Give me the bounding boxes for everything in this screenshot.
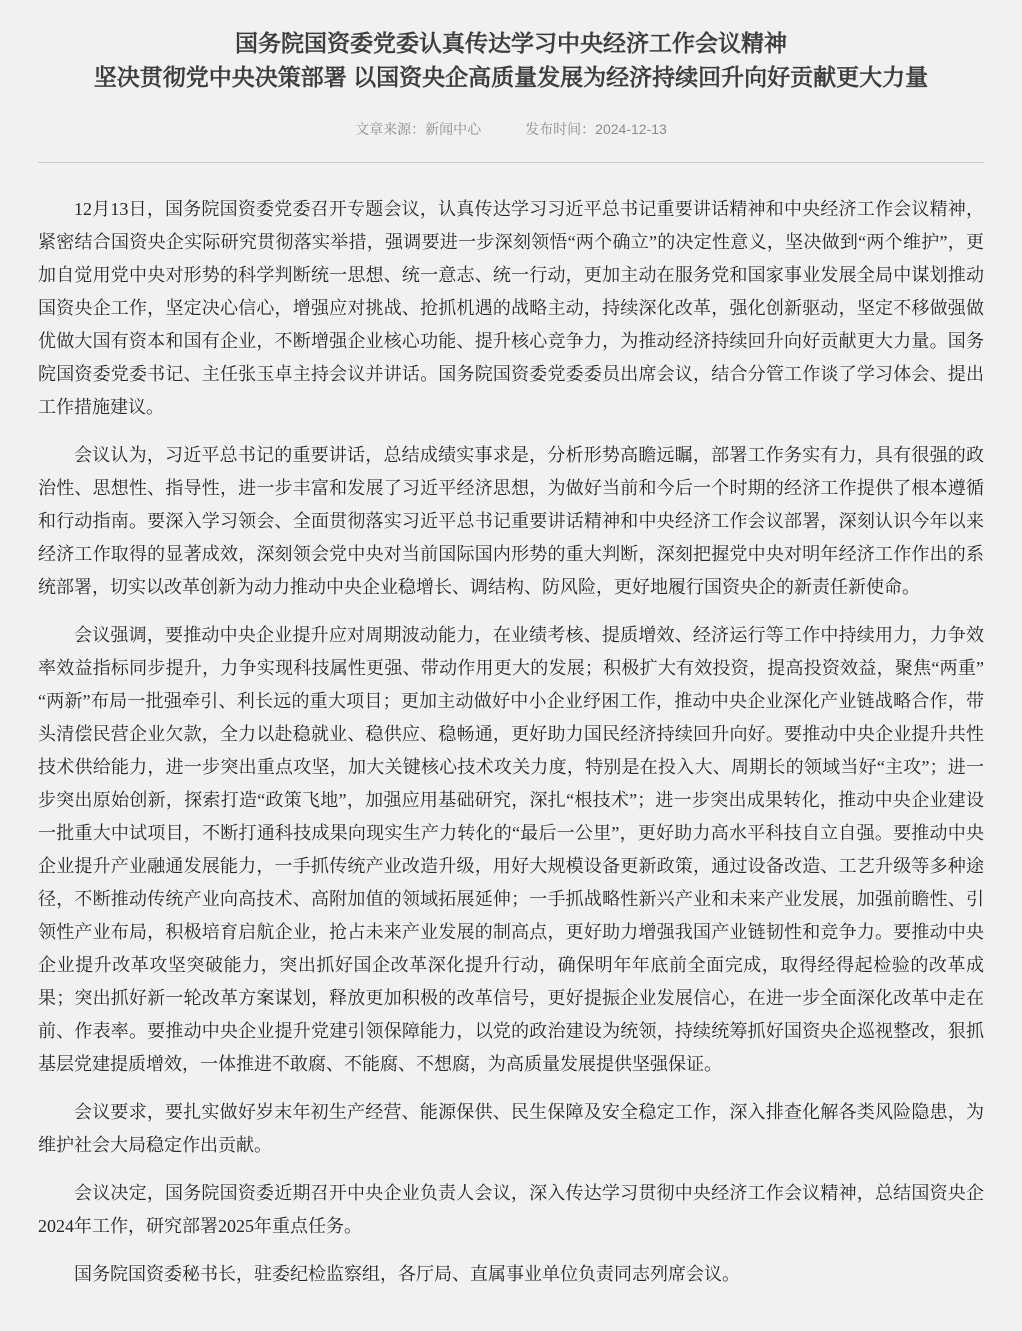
article-publish-time: 发布时间：2024-12-13 <box>525 121 667 137</box>
article-source: 文章来源：新闻中心 <box>355 121 482 137</box>
article-paragraph-1: 12月13日，国务院国资委党委召开专题会议，认真传达学习习近平总书记重要讲话精神和中央经济工作会议精神，紧密结合国资央企实际研究贯彻落实举措，强调要进一步深刻领悟“两个确立”的决定性意义，坚决做到“两个维护”，更加自觉用党中央对形势的科学判断统一思想、统一意志、统一行动，更加主动在服务党和国家事业发展全局中谋划推动国资央企工作，坚定决心信心，增强应对挑战、抢抓机遇的战略主动，持续深化改革，强化创新驱动，坚定不移做强做优做大国有资本和国有企业，不断增强企业核心功能、提升核心竞争力，为推动经济持续回升向好贡献更大力量。国务院国资委党委书记、主任张玉卓主持会议并讲话。国务院国资委党委委员出席会议，结合分管工作谈了学习体会、提出工作措施建议。 <box>38 199 984 417</box>
header-divider <box>38 162 984 163</box>
article-meta <box>38 120 984 138</box>
article-body <box>38 193 984 1291</box>
article-paragraph-2: 会议认为，习近平总书记的重要讲话，总结成绩实事求是，分析形势高瞻远瞩，部署工作务实有力，具有很强的政治性、思想性、指导性，进一步丰富和发展了习近平经济思想，为做好当前和今后一个时期的经济工作提供了根本遵循和行动指南。要深入学习领会、全面贯彻落实习近平总书记重要讲话精神和中央经济工作会议部署，深刻认识今年以来经济工作取得的显著成效，深刻领会党中央对当前国际国内形势的重大判断，深刻把握党中央对明年经济工作作出的系统部署，切实以改革创新为动力推动中央企业稳增长、调结构、防风险，更好地履行国资央企的新责任新使命。 <box>38 445 984 597</box>
article-paragraph-5: 会议决定，国务院国资委近期召开中央企业负责人会议，深入传达学习贯彻中央经济工作会议精神，总结国资央企2024年工作，研究部署2025年重点任务。 <box>38 1183 984 1236</box>
article-paragraph-6: 国务院国资委秘书长，驻委纪检监察组，各厅局、直属事业单位负责同志列席会议。 <box>74 1264 740 1284</box>
article-title-line-1: 国务院国资委党委认真传达学习中央经济工作会议精神 <box>235 30 787 56</box>
article-paragraph-3: 会议强调，要推动中央企业提升应对周期波动能力，在业绩考核、提质增效、经济运行等工作中持续用力，力争效率效益指标同步提升，力争实现科技属性更强、带动作用更大的发展；积极扩大有效投资，提高投资效益，聚焦“两重”“两新”布局一批强牵引、利长远的重大项目；更加主动做好中小企业纾困工作，推动中央企业深化产业链战略合作，带头清偿民营企业欠款，全力以赴稳就业、稳供应、稳畅通，更好助力国民经济持续回升向好。要推动中央企业提升共性技术供给能力，进一步突出重点攻坚，加大关键核心技术攻关力度，特别是在投入大、周期长的领域当好“主攻”；进一步突出原始创新，探索打造“政策飞地”，加强应用基础研究，深扎“根技术”；进一步突出成果转化，推动中央企业建设一批重大中试项目，不断打通科技成果向现实生产力转化的“最后一公里”，更好助力高水平科技自立自强。要推动中央企业提升产业融通发展能力，一手抓传统产业改造升级，用好大规模设备更新政策，通过设备改造、工艺升级等多种途径，不断推动传统产业向高技术、高附加值的领域拓展延伸；一手抓战略性新兴产业和未来产业发展，加强前瞻性、引领性产业布局，积极培育启航企业，抢占未来产业发展的制高点，更好助力增强我国产业链韧性和竞争力。要推动中央企业提升改革攻坚突破能力，突出抓好国企改革深化提升行动，确保明年年底前全面完成，取得经得起检验的改革成果；突出抓好新一轮改革方案谋划，释放更加积极的改革信号，更好提振企业发展信心，在进一步全面深化改革中走在前、作表率。要推动中央企业提升党建引领保障能力，以党的政治建设为统领，持续统筹抓好国资央企巡视整改，狠抓基层党建提质增效，一体推进不敢腐、不能腐、不想腐，为高质量发展提供坚强保证。 <box>38 625 984 1074</box>
article-title <box>38 26 984 94</box>
article-title-line-2: 坚决贯彻党中央决策部署 以国资央企高质量发展为经济持续回升向好贡献更大力量 <box>93 64 929 90</box>
article-header <box>38 26 984 138</box>
article-paragraph-4: 会议要求，要扎实做好岁末年初生产经营、能源保供、民生保障及安全稳定工作，深入排查化解各类风险隐患，为维护社会大局稳定作出贡献。 <box>38 1102 984 1155</box>
